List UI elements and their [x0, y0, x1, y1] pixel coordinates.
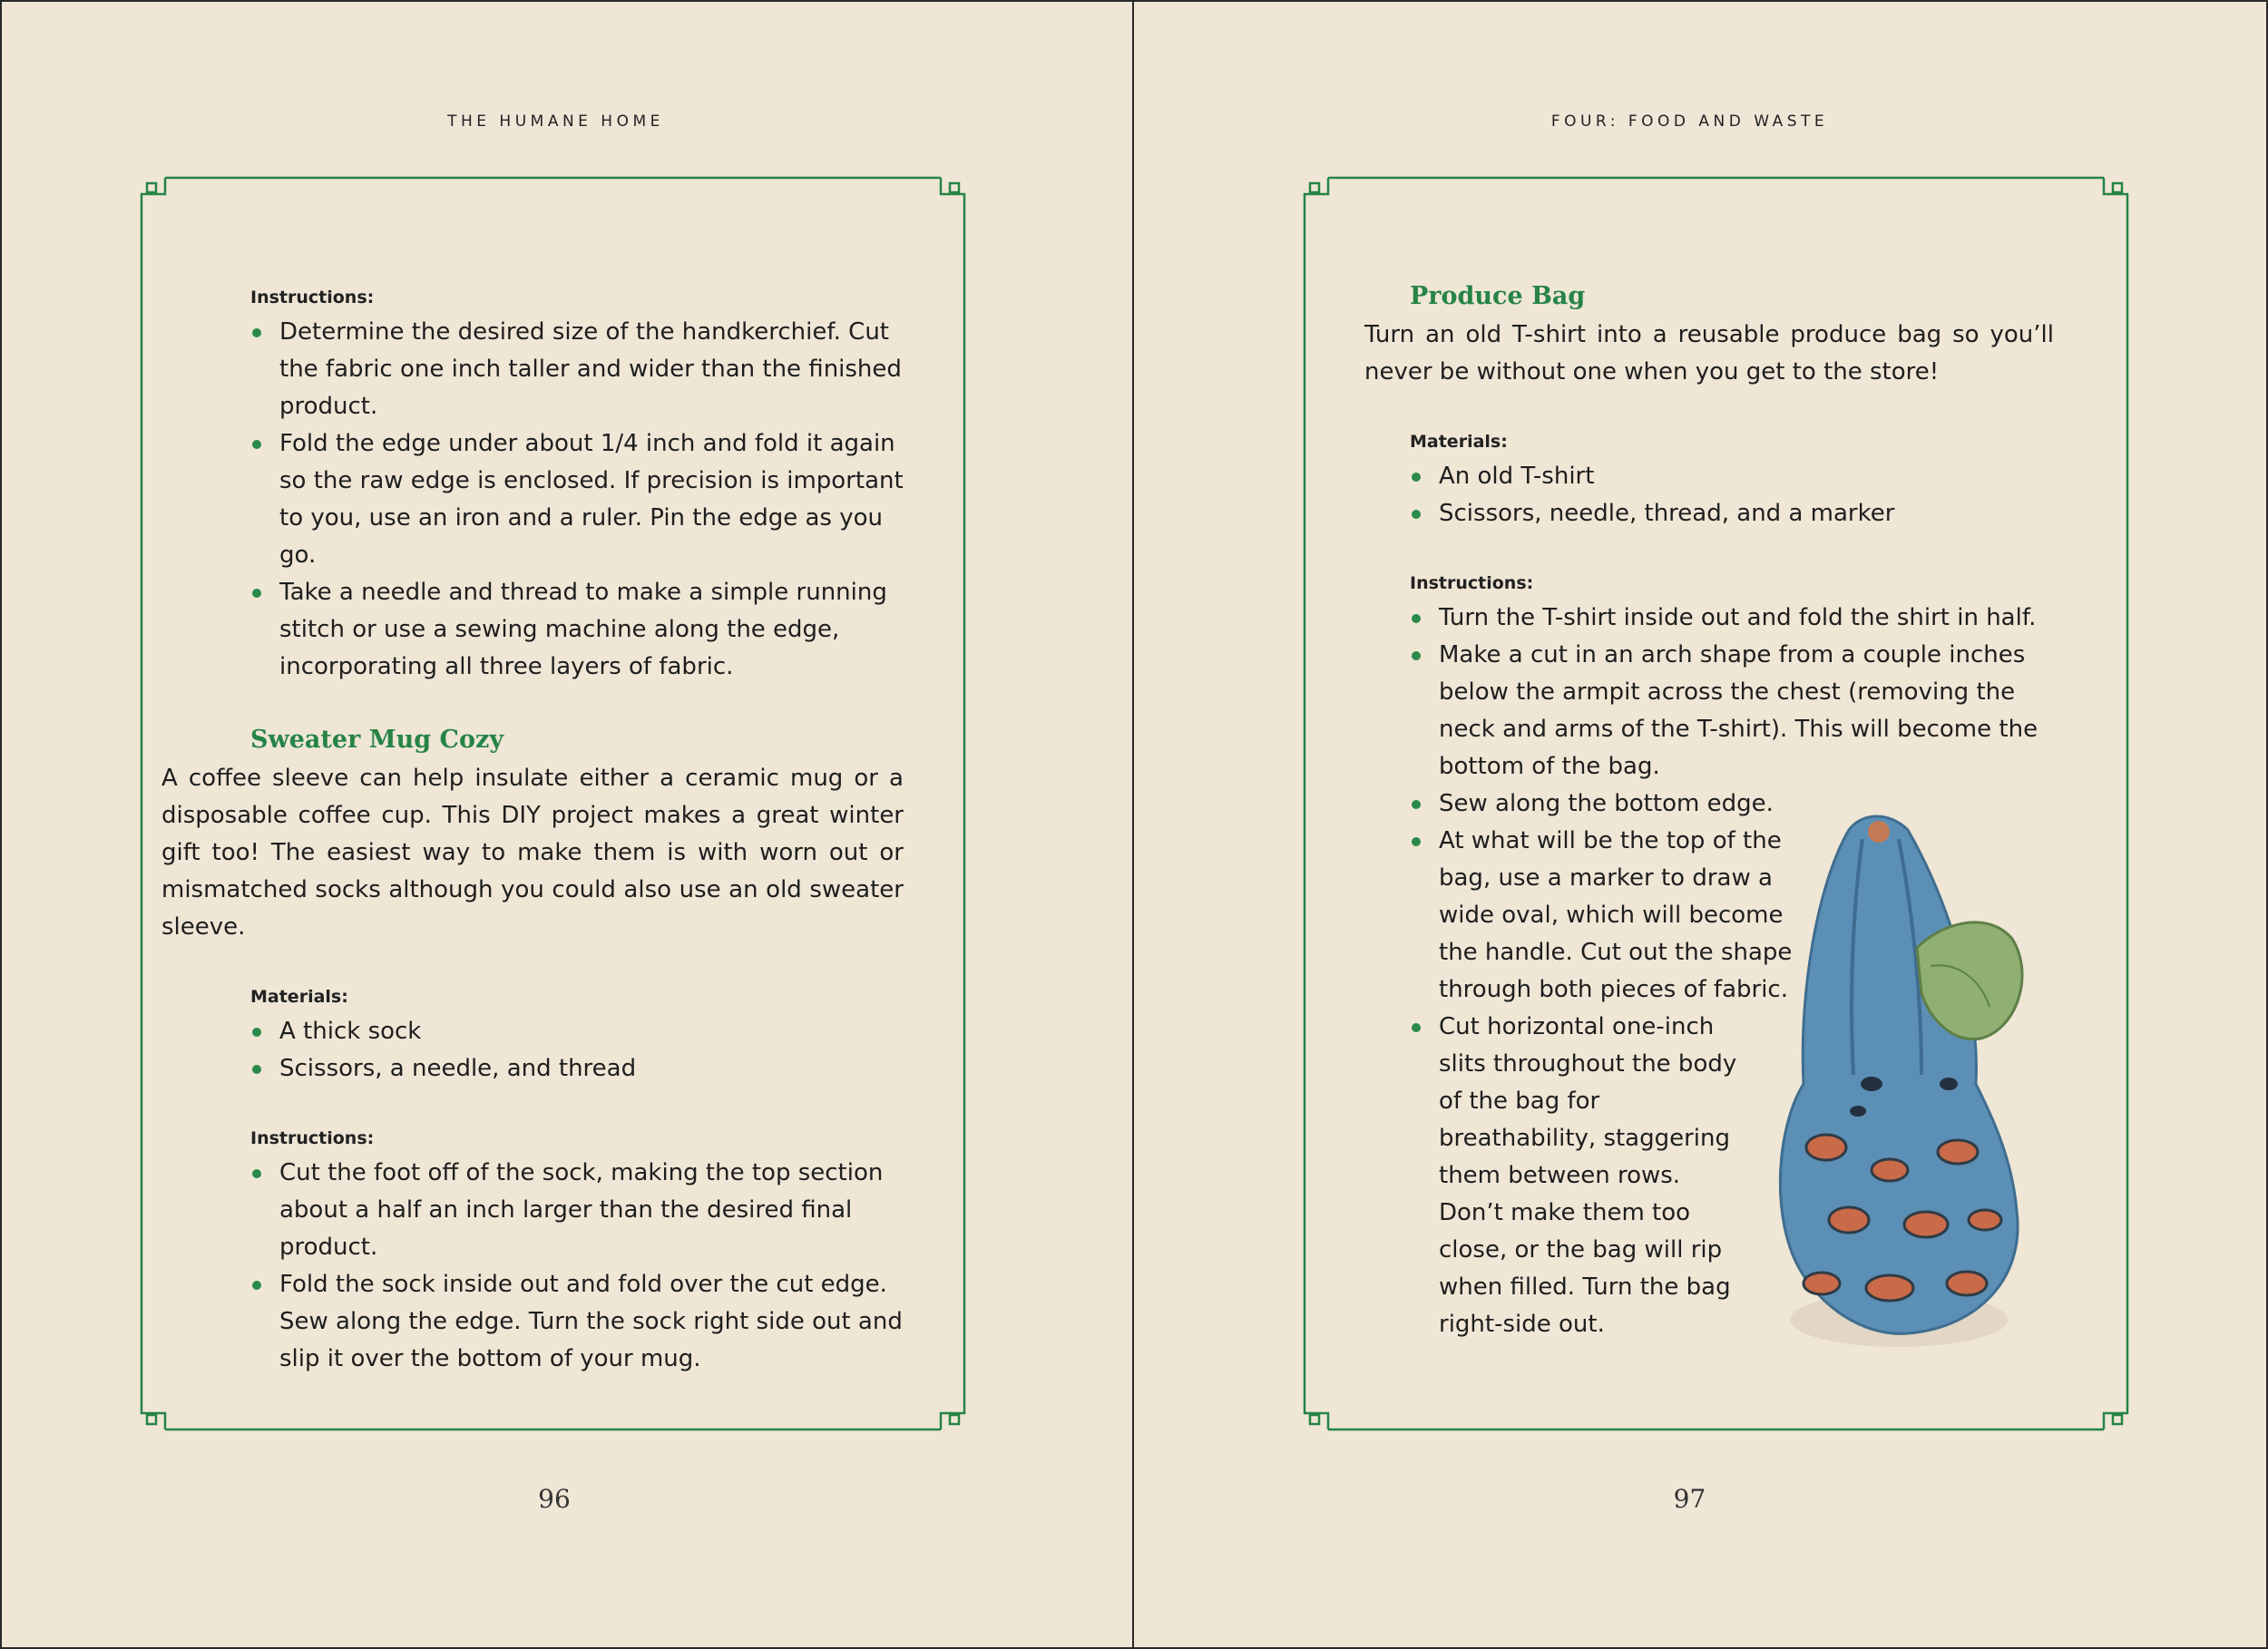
materials-list	[1410, 458, 2054, 532]
list-item: Take a needle and thread to make a simple running stitch or use a sewing machine along the edge, incorporating all three layers of fabric.	[250, 574, 904, 686]
intro-paragraph: Turn an old T-shirt into a reusable produce bag so you’ll never be without one when you get to the store!	[1364, 321, 2054, 385]
bullet-icon	[1412, 651, 1421, 660]
bullet-icon	[252, 1169, 261, 1178]
list-item: Cut the foot off of the sock, making the top section about a half an inch larger than the desired final product.	[250, 1155, 904, 1266]
right-page	[1134, 0, 2266, 1649]
list-item: Turn the T-shirt inside out and fold the shirt in half.	[1410, 600, 2054, 637]
materials-list	[250, 1013, 904, 1088]
bullet-icon	[252, 328, 261, 337]
section-title: Produce Bag	[1410, 282, 1586, 310]
list-item: Scissors, needle, thread, and a marker	[1410, 495, 2054, 532]
bullet-icon	[1412, 1023, 1421, 1032]
section-title: Sweater Mug Cozy	[250, 726, 504, 754]
bullet-icon	[1412, 510, 1421, 519]
running-head: FOUR: FOOD AND WASTE	[1550, 112, 1829, 131]
list-item: An old T-shirt	[1410, 458, 2054, 495]
page-number: 97	[1673, 1484, 1706, 1514]
instructions-list	[250, 1155, 904, 1378]
bullet-icon	[252, 440, 261, 449]
bullet-icon	[252, 1281, 261, 1290]
list-item: Cut horizontal one-inch slits throughout the body of the bag for breathability, staggering them between rows. Don’t make them too close, or the bag will rip when filled. Turn the bag right-side out.	[1410, 1009, 1745, 1343]
intro-paragraph: A coffee sleeve can help insulate either a ceramic mug or a disposable coffee cup. This DIY project makes a great winter gift too! The easiest way to make them is with worn out or mismatched socks although you could also use an old sweater sleeve.	[161, 765, 904, 941]
bullet-icon	[1412, 614, 1421, 623]
bullet-icon	[252, 589, 261, 598]
bullet-icon	[252, 1065, 261, 1074]
instructions-list	[250, 314, 904, 686]
page-number: 96	[538, 1484, 571, 1514]
materials-label: Materials:	[250, 987, 348, 1007]
list-item: Determine the desired size of the handkerchief. Cut the fabric one inch taller and wider than the finished product.	[250, 314, 904, 425]
list-item: Make a cut in an arch shape from a couple inches below the armpit across the chest (removing the neck and arms of the T-shirt). This will become the bottom of the bag.	[1410, 637, 2054, 785]
bullet-icon	[252, 1028, 261, 1037]
produce-bag-illustration	[1763, 812, 2035, 1365]
instructions-label: Instructions:	[250, 1128, 375, 1148]
bullet-icon	[1412, 473, 1421, 482]
list-item: Scissors, a needle, and thread	[250, 1050, 904, 1088]
instructions-label: Instructions:	[1410, 573, 1534, 593]
left-page	[0, 0, 1132, 1649]
left-page-body	[161, 281, 904, 1378]
running-head: THE HUMANE HOME	[447, 112, 664, 131]
materials-label: Materials:	[1410, 432, 1508, 452]
bullet-icon	[1412, 837, 1421, 846]
list-item: Sew along the bottom edge.	[1410, 785, 2054, 823]
instructions-label: Instructions:	[250, 288, 375, 307]
list-item: Fold the edge under about 1/4 inch and fold it again so the raw edge is enclosed. If precision is important to you, use an iron and a ruler. Pin the edge as you go.	[250, 425, 904, 574]
list-item: Fold the sock inside out and fold over the cut edge. Sew along the edge. Turn the sock right side out and slip it over the bottom of your mug.	[250, 1266, 904, 1378]
list-item: A thick sock	[250, 1013, 904, 1050]
bullet-icon	[1412, 800, 1421, 809]
list-item: At what will be the top of the bag, use a marker to draw a wide oval, which will become the handle. Cut out the shape through both pieces of fabric.	[1410, 823, 1800, 1009]
